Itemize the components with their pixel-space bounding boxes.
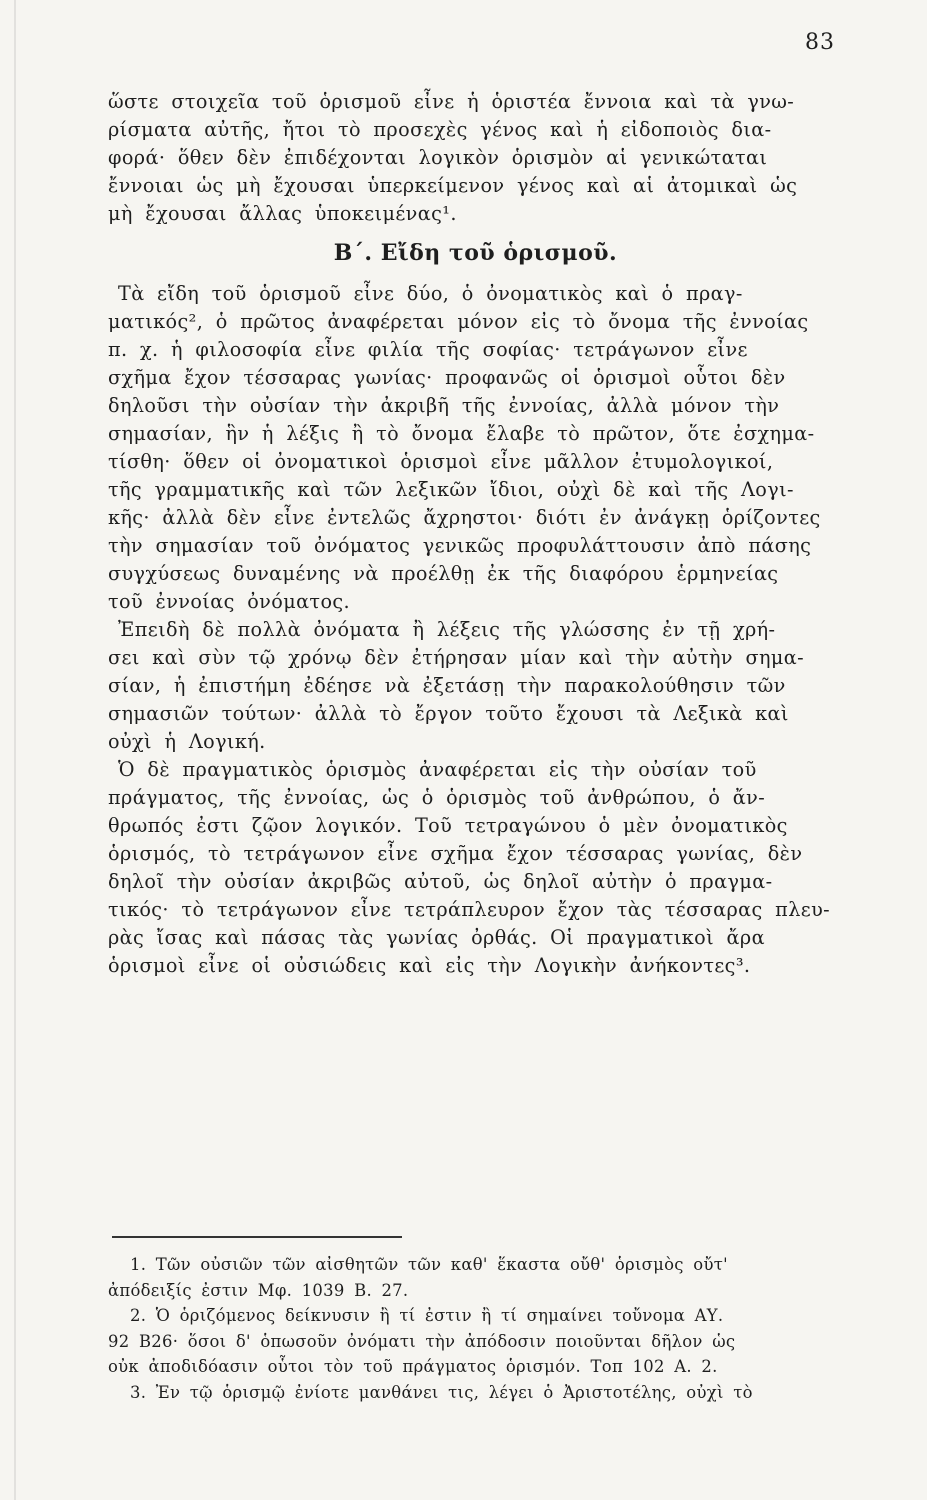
text-line: ρίσματα αὐτῆς, ἤτοι τὸ προσεχὲς γένος καὶ ἡ εἰδοποιὸς δια-: [108, 118, 772, 141]
text-line: δηλοῖ τὴν οὐσίαν ἀκριβῶς αὐτοῦ, ὡς δηλοῖ αὐτὴν ὁ πραγμα-: [108, 870, 773, 893]
footnote-line: 92 Β26· ὅσοι δ' ὁπωσοῦν ὀνόματι τὴν ἀπόδοσιν ποιοῦνται δῆλον ὡς: [108, 1331, 736, 1351]
main-text: [108, 88, 843, 980]
text-line: ἔννοιαι ὡς μὴ ἔχουσαι ὑπερκείμενον γένος καὶ αἱ ἀτομικαὶ ὡς: [108, 174, 798, 197]
footnote-divider: [112, 1236, 402, 1238]
text-line: συγχύσεως δυναμένης νὰ προέλθῃ ἐκ τῆς διαφόρου ἑρμηνείας: [108, 562, 779, 585]
text-line: τῆς γραμματικῆς καὶ τῶν λεξικῶν ἴδιοι, οὐχὶ δὲ καὶ τῆς Λογι-: [108, 478, 794, 501]
text-line: ματικός², ὁ πρῶτος ἀναφέρεται μόνον εἰς τὸ ὄνομα τῆς ἐννοίας: [108, 310, 809, 333]
text-line: φορά· ὅθεν δὲν ἐπιδέχονται λογικὸν ὁρισμὸν αἱ γενικώταται: [108, 146, 768, 169]
text-line: τὴν σημασίαν τοῦ ὀνόματος γενικῶς προφυλάττουσιν ἀπὸ πάσης: [108, 534, 812, 557]
text-line: πράγματος, τῆς ἐννοίας, ὡς ὁ ὁρισμὸς τοῦ ἀνθρώπου, ὁ ἄν-: [108, 786, 766, 809]
footnote-line: 2. Ὁ ὁριζόμενος δείκνυσιν ἢ τί ἐστιν ἢ τί σημαίνει τοὔνομα ΑΥ.: [130, 1306, 724, 1325]
text-line: κῆς· ἀλλὰ δὲν εἶνε ἐντελῶς ἄχρηστοι· διότι ἐν ἀνάγκῃ ὁρίζοντες: [108, 506, 821, 529]
text-line: θρωπός ἐστι ζῷον λογικόν. Τοῦ τετραγώνου ὁ μὲν ὀνοματικὸς: [108, 814, 788, 837]
text-line: Τὰ εἴδη τοῦ ὁρισμοῦ εἶνε δύο, ὁ ὀνοματικὸς καὶ ὁ πραγ-: [118, 282, 743, 305]
text-line: ὥστε στοιχεῖα τοῦ ὁρισμοῦ εἶνε ἡ ὁριστέα ἔννοια καὶ τὰ γνω-: [108, 90, 795, 113]
text-line: οὐχὶ ἡ Λογική.: [108, 730, 266, 753]
text-line: Ὁ δὲ πραγματικὸς ὁρισμὸς ἀναφέρεται εἰς τὴν οὐσίαν τοῦ: [118, 758, 757, 781]
text-line: σει καὶ σὺν τῷ χρόνῳ δὲν ἐτήρησαν μίαν καὶ τὴν αὐτὴν σημα-: [108, 646, 804, 669]
footnote-line: 3. Ἐν τῷ ὁρισμῷ ἐνίοτε μανθάνει τις, λέγει ὁ Ἀριστοτέλης, οὐχὶ τὸ: [130, 1382, 753, 1402]
section-heading: Β΄. Εἴδη τοῦ ὁρισμοῦ.: [333, 240, 618, 266]
footnote-line: οὐκ ἀποδιδόασιν οὗτοι τὸν τοῦ πράγματος ὁρισμόν. Τοπ 102 Α. 2.: [108, 1357, 718, 1376]
text-line: ὁρισμοὶ εἶνε οἱ οὐσιώδεις καὶ εἰς τὴν Λογικὴν ἀνήκοντες³.: [108, 954, 751, 977]
text-line: τοῦ ἐννοίας ὀνόματος.: [108, 590, 351, 613]
page-edge-shadow: [14, 0, 16, 1500]
footnote-line: ἀπόδειξίς ἐστιν Μφ. 1039 Β. 27.: [108, 1280, 409, 1300]
text-line: σημασιῶν τούτων· ἀλλὰ τὸ ἔργον τοῦτο ἔχουσι τὰ Λεξικὰ καὶ: [108, 702, 789, 725]
footnote-line: 1. Τῶν οὐσιῶν τῶν αἰσθητῶν τῶν καθ' ἕκαστα οὔθ' ὁρισμὸς οὔτ': [130, 1255, 728, 1274]
text-line: π. χ. ἡ φιλοσοφία εἶνε φιλία τῆς σοφίας· τετράγωνον εἶνε: [108, 338, 748, 361]
text-line: δηλοῦσι τὴν οὐσίαν τὴν ἀκριβῆ τῆς ἐννοίας, ἀλλὰ μόνον τὴν: [108, 394, 780, 417]
text-line: ρὰς ἴσας καὶ πάσας τὰς γωνίας ὀρθάς. Οἱ πραγματικοὶ ἄρα: [108, 926, 765, 949]
footnotes: [108, 1252, 868, 1405]
page-number: 83: [805, 30, 835, 55]
text-line: σημασίαν, ἣν ἡ λέξις ἢ τὸ ὄνομα ἔλαβε τὸ πρῶτον, ὅτε ἐσχημα-: [108, 422, 815, 445]
text-line: τικός· τὸ τετράγωνον εἶνε τετράπλευρον ἔχον τὰς τέσσαρας πλευ-: [108, 898, 831, 921]
text-line: μὴ ἔχουσαι ἄλλας ὑποκειμένας¹.: [108, 202, 457, 225]
text-line: ὁρισμός, τὸ τετράγωνον εἶνε σχῆμα ἔχον τέσσαρας γωνίας, δὲν: [108, 842, 803, 865]
text-line: σχῆμα ἔχον τέσσαρας γωνίας· προφανῶς οἱ ὁρισμοὶ οὗτοι δὲν: [108, 366, 786, 389]
text-line: Ἐπειδὴ δὲ πολλὰ ὀνόματα ἢ λέξεις τῆς γλώσσης ἐν τῇ χρή-: [118, 618, 776, 641]
text-line: σίαν, ἡ ἐπιστήμη ἐδέησε νὰ ἐξετάσῃ τὴν παρακολούθησιν τῶν: [108, 674, 786, 697]
text-line: τίσθη· ὅθεν οἱ ὀνοματικοὶ ὁρισμοὶ εἶνε μᾶλλον ἐτυμολογικοί,: [108, 450, 774, 473]
